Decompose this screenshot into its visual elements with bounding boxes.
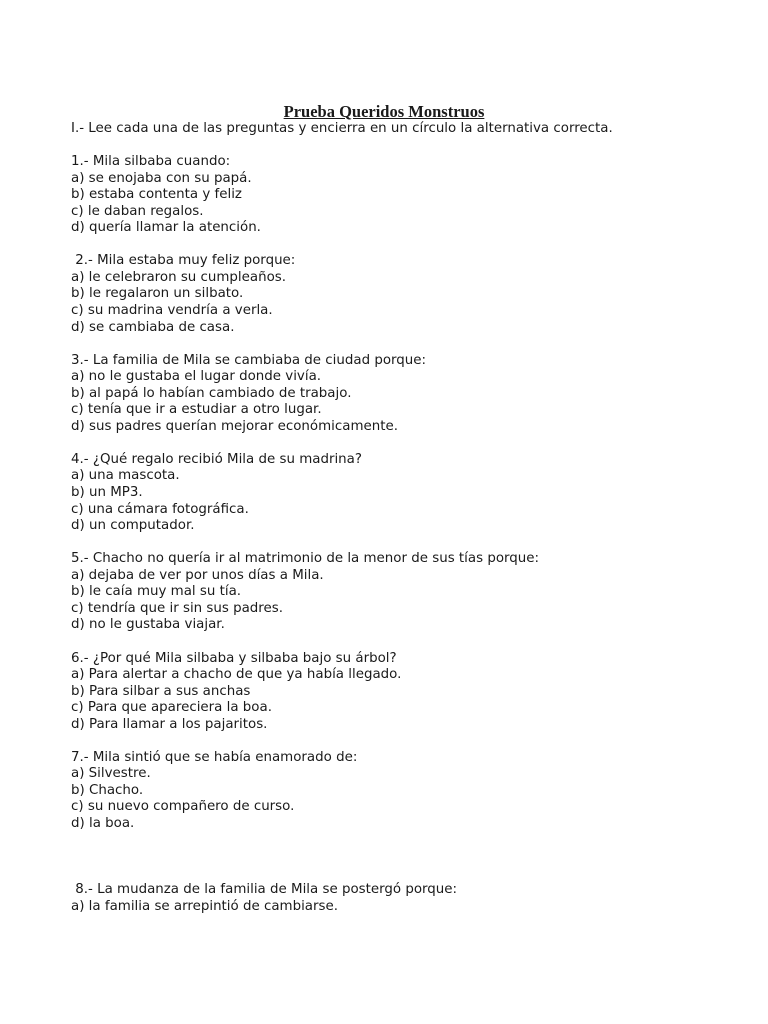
question-block (71, 253, 751, 336)
question-text: 8.- La mudanza de la familia de Mila se postergó porque: (71, 882, 458, 898)
answer-option: b) Para silbar a sus anchas (71, 683, 251, 699)
question-block (71, 551, 751, 634)
answer-option: b) estaba contenta y feliz (71, 187, 242, 203)
answer-option: a) Silvestre. (71, 766, 151, 782)
document-title: Prueba Queridos Monstruos (283, 102, 485, 121)
spacer (71, 733, 751, 750)
answer-option: d) la boa. (71, 815, 135, 831)
instructions: I.- Lee cada una de las preguntas y encierra en un círculo la alternativa correcta. (71, 121, 613, 136)
spacer (71, 535, 751, 552)
question-text: 7.- Mila sintió que se había enamorado de: (71, 749, 358, 765)
answer-option: a) la familia se arrepintió de cambiarse. (71, 898, 338, 914)
spacer (71, 336, 751, 353)
question-block (71, 750, 751, 833)
answer-option: d) sus padres querían mejorar económicamente. (71, 418, 398, 434)
question-text: 1.- Mila silbaba cuando: (71, 154, 231, 170)
answer-option: c) le daban regalos. (71, 203, 204, 219)
spacer (71, 833, 751, 883)
answer-option: c) una cámara fotográfica. (71, 501, 249, 517)
question-text: 5.- Chacho no quería ir al matrimonio de la menor de sus tías porque: (71, 551, 540, 567)
answer-option: d) quería llamar la atención. (71, 220, 261, 236)
answer-option: d) Para llamar a los pajaritos. (71, 716, 268, 732)
answer-option: c) su madrina vendría a verla. (71, 303, 273, 319)
answer-option: c) tenía que ir a estudiar a otro lugar. (71, 402, 322, 418)
answer-option: a) no le gustaba el lugar donde vivía. (71, 369, 322, 385)
spacer (71, 138, 751, 155)
spacer (71, 634, 751, 651)
question-text: 4.- ¿Qué regalo recibió Mila de su madrina? (71, 451, 362, 467)
answer-option: a) una mascota. (71, 468, 180, 484)
spacer (71, 435, 751, 452)
question-text: 2.- Mila estaba muy feliz porque: (71, 253, 296, 269)
question-block (71, 353, 751, 436)
answer-option: a) dejaba de ver por unos días a Mila. (71, 567, 324, 583)
answer-option: b) Chacho. (71, 782, 144, 798)
answer-option: c) Para que apareciera la boa. (71, 700, 272, 716)
question-text: 3.- La familia de Mila se cambiaba de ciudad porque: (71, 352, 427, 368)
answer-option: b) un MP3. (71, 485, 143, 501)
answer-option: d) no le gustaba viajar. (71, 617, 225, 633)
question-block (71, 154, 751, 237)
question-block (71, 452, 751, 535)
question-block (71, 882, 751, 915)
spacer (71, 237, 751, 254)
answer-option: b) le caía muy mal su tía. (71, 584, 242, 600)
answer-option: a) le celebraron su cumpleaños. (71, 269, 287, 285)
answer-option: a) se enojaba con su papá. (71, 170, 252, 186)
answer-option: b) le regalaron un silbato. (71, 286, 244, 302)
answer-option: d) un computador. (71, 518, 195, 534)
question-block (71, 651, 751, 734)
answer-option: b) al papá lo habían cambiado de trabajo. (71, 385, 352, 401)
answer-option: c) tendría que ir sin sus padres. (71, 600, 283, 616)
question-text: 6.- ¿Por qué Mila silbaba y silbaba bajo su árbol? (71, 650, 397, 666)
answer-option: c) su nuevo compañero de curso. (71, 799, 295, 815)
document-body (71, 121, 751, 915)
answer-option: a) Para alertar a chacho de que ya había llegado. (71, 667, 402, 683)
answer-option: d) se cambiaba de casa. (71, 319, 235, 335)
